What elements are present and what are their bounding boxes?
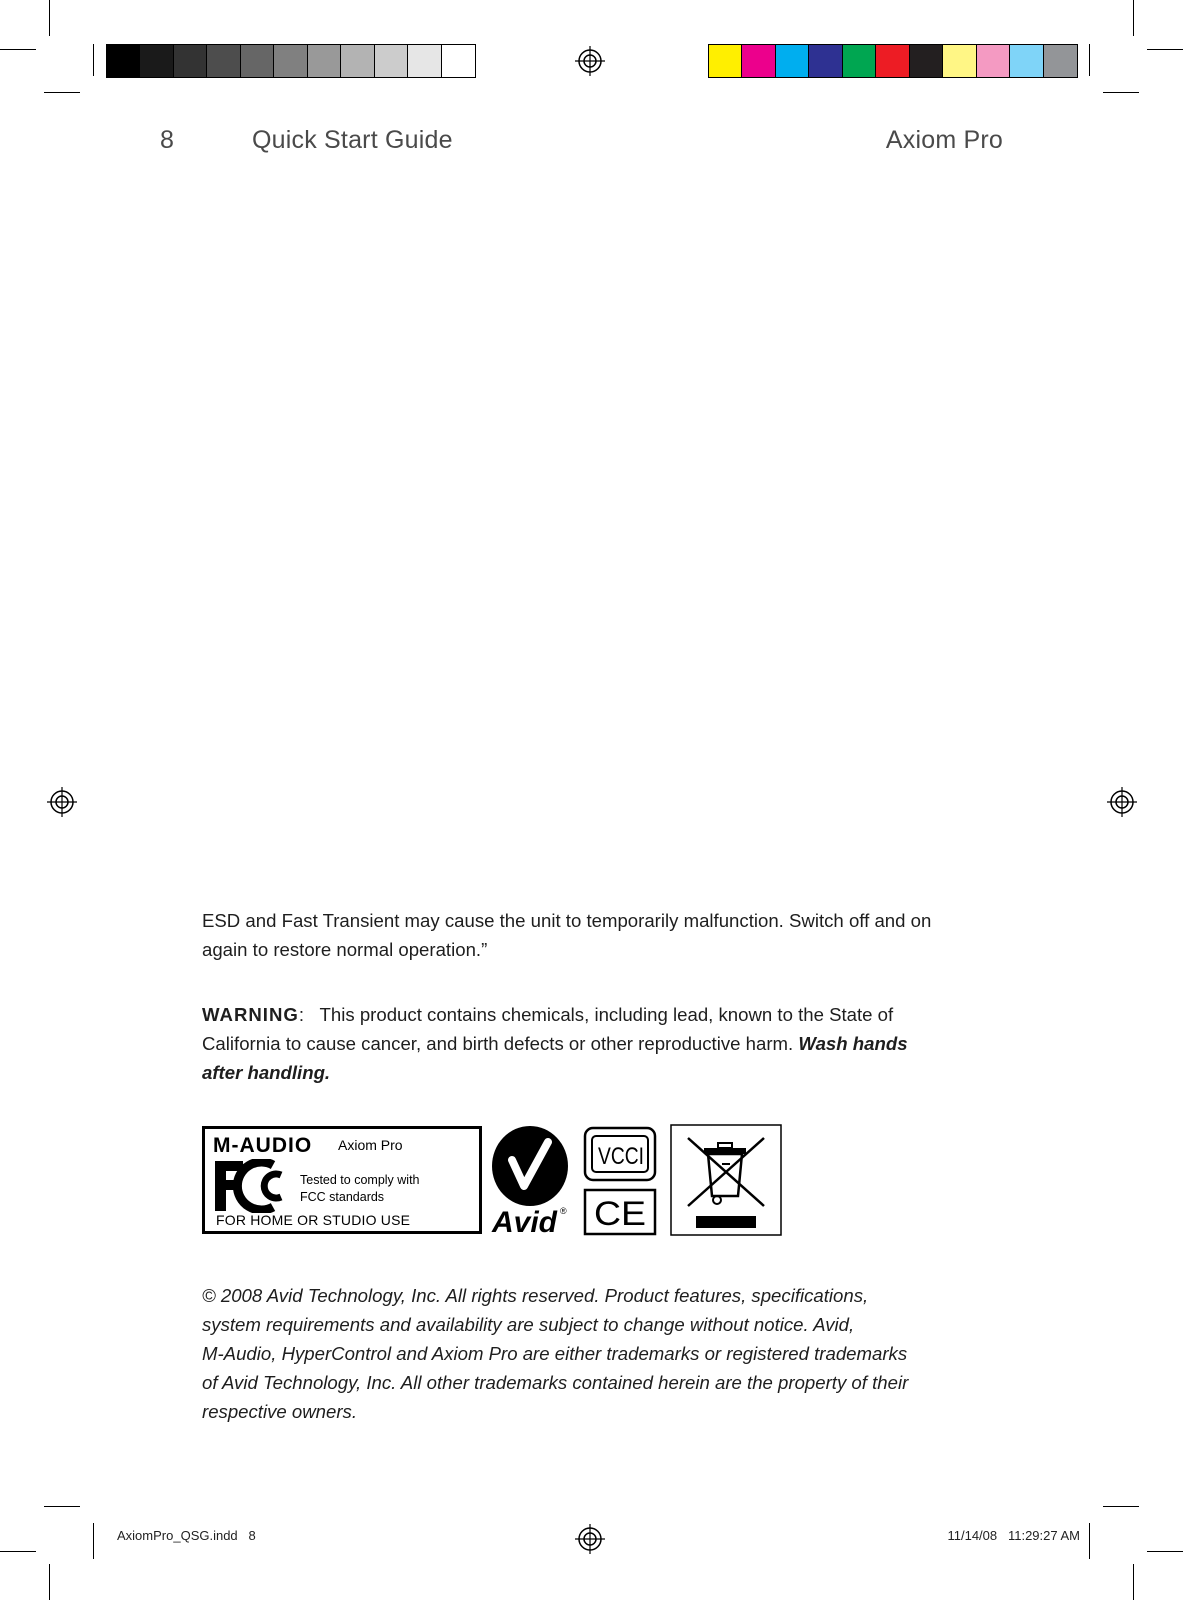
color-swatch (1010, 45, 1043, 77)
registered-mark: ® (560, 1206, 567, 1216)
crop-mark (93, 1523, 94, 1559)
grayscale-color-bar (106, 44, 476, 78)
color-swatch (809, 45, 842, 77)
color-swatch (442, 45, 475, 77)
crop-mark (0, 1551, 36, 1552)
warning-text: California to cause cancer, and birth defects or other reproductive harm. (202, 1033, 794, 1054)
text-line: FCC standards (300, 1190, 385, 1204)
fcc-usage-text: FOR HOME OR STUDIO USE (216, 1212, 411, 1228)
crop-mark (93, 44, 94, 76)
color-swatch (174, 45, 207, 77)
product-name: Axiom Pro (885, 126, 1003, 154)
avid-wordmark: Avid (492, 1206, 558, 1236)
crop-mark (0, 49, 36, 50)
color-swatch (742, 45, 775, 77)
warning-text: This product contains chemicals, including lead, known to the State of (319, 1004, 894, 1025)
weee-crossed-bin-icon (670, 1124, 782, 1236)
process-color-bar (708, 44, 1078, 78)
ce-logo-icon (583, 1188, 657, 1236)
avid-logo-icon (490, 1124, 572, 1236)
page-number: 8 (160, 126, 175, 154)
warning-paragraph (202, 1000, 1002, 1087)
warning-emphasis: after handling. (202, 1062, 331, 1083)
text-line: system requirements and availability are subject to change without notice. Avid, (202, 1314, 855, 1335)
color-swatch (1044, 45, 1077, 77)
color-swatch (140, 45, 173, 77)
color-swatch (375, 45, 408, 77)
color-swatch (207, 45, 240, 77)
crop-mark (44, 1506, 80, 1507)
color-swatch (910, 45, 943, 77)
text-line: respective owners. (202, 1401, 358, 1422)
color-swatch (776, 45, 809, 77)
crop-mark (44, 92, 80, 93)
text-line: Tested to comply with (300, 1173, 420, 1187)
crop-mark (49, 0, 50, 36)
copyright-paragraph (202, 1281, 1002, 1426)
registration-mark-icon (1107, 787, 1137, 817)
registration-mark-icon (47, 787, 77, 817)
text-line: M-Audio, HyperControl and Axiom Pro are either trademarks or registered trademarks (202, 1343, 908, 1364)
fcc-logo-icon (213, 1159, 293, 1213)
color-swatch (977, 45, 1010, 77)
crop-mark (1133, 1564, 1134, 1600)
warning-label: WARNING (202, 1004, 299, 1025)
esd-paragraph (202, 906, 1002, 964)
fcc-model-name: Axiom Pro (338, 1137, 403, 1153)
guide-title: Quick Start Guide (252, 126, 453, 154)
crop-mark (1103, 1506, 1139, 1507)
color-swatch (241, 45, 274, 77)
footer-file-name: AxiomPro_QSG.indd 8 (117, 1528, 256, 1543)
color-swatch (709, 45, 742, 77)
crop-mark (1133, 0, 1134, 36)
maudio-logo: M-AUDIO (213, 1134, 313, 1157)
warning-emphasis: Wash hands (798, 1033, 908, 1054)
color-swatch (408, 45, 441, 77)
color-swatch (308, 45, 341, 77)
color-swatch (943, 45, 976, 77)
text-line (202, 1029, 1002, 1058)
text-line: again to restore normal operation.” (202, 939, 488, 960)
crop-mark (49, 1564, 50, 1600)
vcci-logo-icon (583, 1126, 657, 1182)
color-swatch (341, 45, 374, 77)
text-line: ESD and Fast Transient may cause the unit to temporarily malfunction. Switch off and on (202, 910, 932, 931)
color-swatch (876, 45, 909, 77)
text-line: © 2008 Avid Technology, Inc. All rights reserved. Product features, specifications, (202, 1285, 869, 1306)
text-line (202, 1058, 1002, 1087)
crop-mark (1147, 1551, 1183, 1552)
text-line: of Avid Technology, Inc. All other trademarks contained herein are the property of their (202, 1372, 909, 1393)
registration-mark-icon (575, 46, 605, 76)
color-swatch (107, 45, 140, 77)
crop-mark (1089, 44, 1090, 76)
fcc-compliance-label (202, 1126, 482, 1234)
footer-timestamp: 11/14/08 11:29:27 AM (947, 1528, 1080, 1543)
text-line (202, 1000, 1002, 1029)
warning-colon: : (298, 1004, 305, 1025)
crop-mark (1089, 1523, 1090, 1559)
fcc-tested-text (300, 1172, 450, 1206)
crop-mark (1147, 49, 1183, 50)
ce-text: CE (594, 1195, 646, 1233)
crop-mark (1103, 92, 1139, 93)
color-swatch (843, 45, 876, 77)
color-swatch (274, 45, 307, 77)
registration-mark-icon (575, 1524, 605, 1554)
vcci-text: VCCI (598, 1143, 644, 1170)
